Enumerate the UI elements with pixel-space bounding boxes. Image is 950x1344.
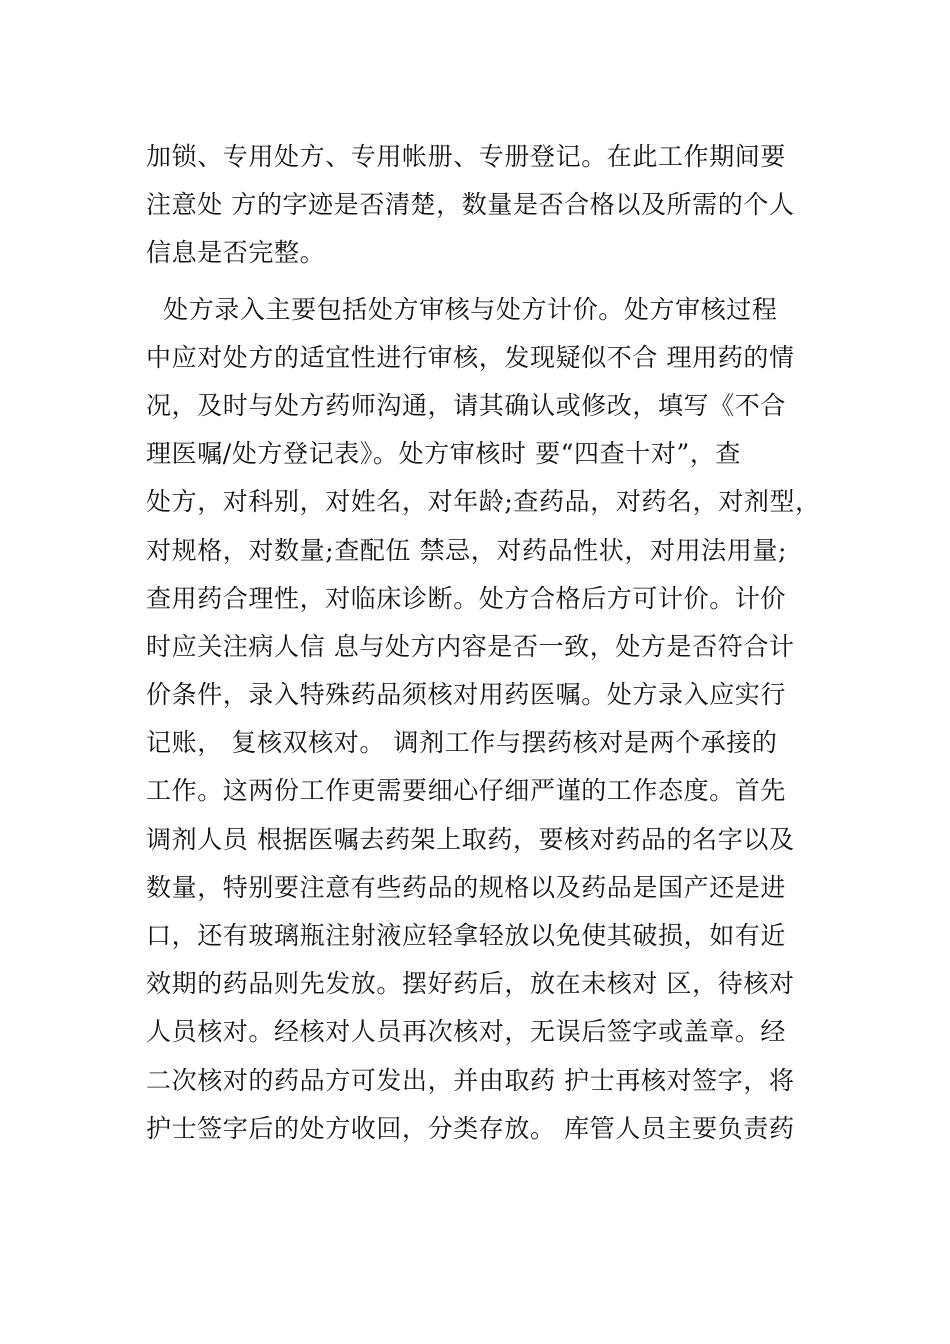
text-line: 信息是否完整。: [146, 238, 326, 268]
text-line: 时应关注病人信 息与处方内容是否一致，处方是否符合计: [146, 631, 795, 661]
text-line: 注意处 方的字迹是否清楚，数量是否合格以及所需的个人: [146, 190, 795, 220]
text-line: 理医嘱/处方登记表》。处方审核时 要“四查十对”，查: [146, 439, 742, 469]
text-line: 处方录入主要包括处方审核与处方计价。处方审核过程: [146, 294, 778, 324]
text-line: 查用药合理性，对临床诊断。处方合格后方可计价。计价: [146, 583, 787, 613]
text-line: 加锁、专用处方、专用帐册、专册登记。在此工作期间要: [146, 142, 787, 171]
text-line: 处方，对科别，对姓名，对年龄;查药品，对药名，对剂型，: [146, 487, 821, 517]
paragraph-1: [146, 133, 846, 278]
text-line: 况，及时与处方药师沟通，请其确认或修改，填写《不合: [146, 390, 787, 420]
text-line: 口，还有玻璃瓶注射液应轻拿轻放以免使其破损，如有近: [146, 921, 787, 950]
text-line: 中应对处方的适宜性进行审核，发现疑似不合 理用药的情: [146, 342, 795, 372]
text-line: 效期的药品则先发放。摆好药后，放在未核对 区，待核对: [146, 969, 795, 999]
document-body: [146, 133, 846, 1153]
text-line: 数量，特别要注意有些药品的规格以及药品是国产还是进: [146, 872, 787, 902]
text-line: 对规格，对数量;查配伍 禁忌，对药品性状，对用法用量;: [146, 535, 787, 565]
text-line: 工作。这两份工作更需要细心仔细严谨的工作态度。首先: [146, 776, 787, 806]
text-line: 二次核对的药品方可发出，并由取药 护士再核对签字，将: [146, 1065, 795, 1095]
text-line: 护士签字后的处方收回，分类存放。 库管人员主要负责药: [146, 1113, 795, 1143]
text-line: 记账， 复核双核对。 调剂工作与摆药核对是两个承接的: [146, 728, 778, 758]
text-line: 调剂人员 根据医嘱去药架上取药，要核对药品的名字以及: [146, 824, 795, 854]
text-line: 人员核对。经核对人员再次核对，无误后签字或盖章。经: [146, 1017, 787, 1047]
paragraph-2: [146, 286, 846, 1153]
text-line: 价条件，录入特殊药品须核对用药医嘱。处方录入应实行: [146, 680, 787, 710]
paragraph-gap: [146, 278, 846, 286]
